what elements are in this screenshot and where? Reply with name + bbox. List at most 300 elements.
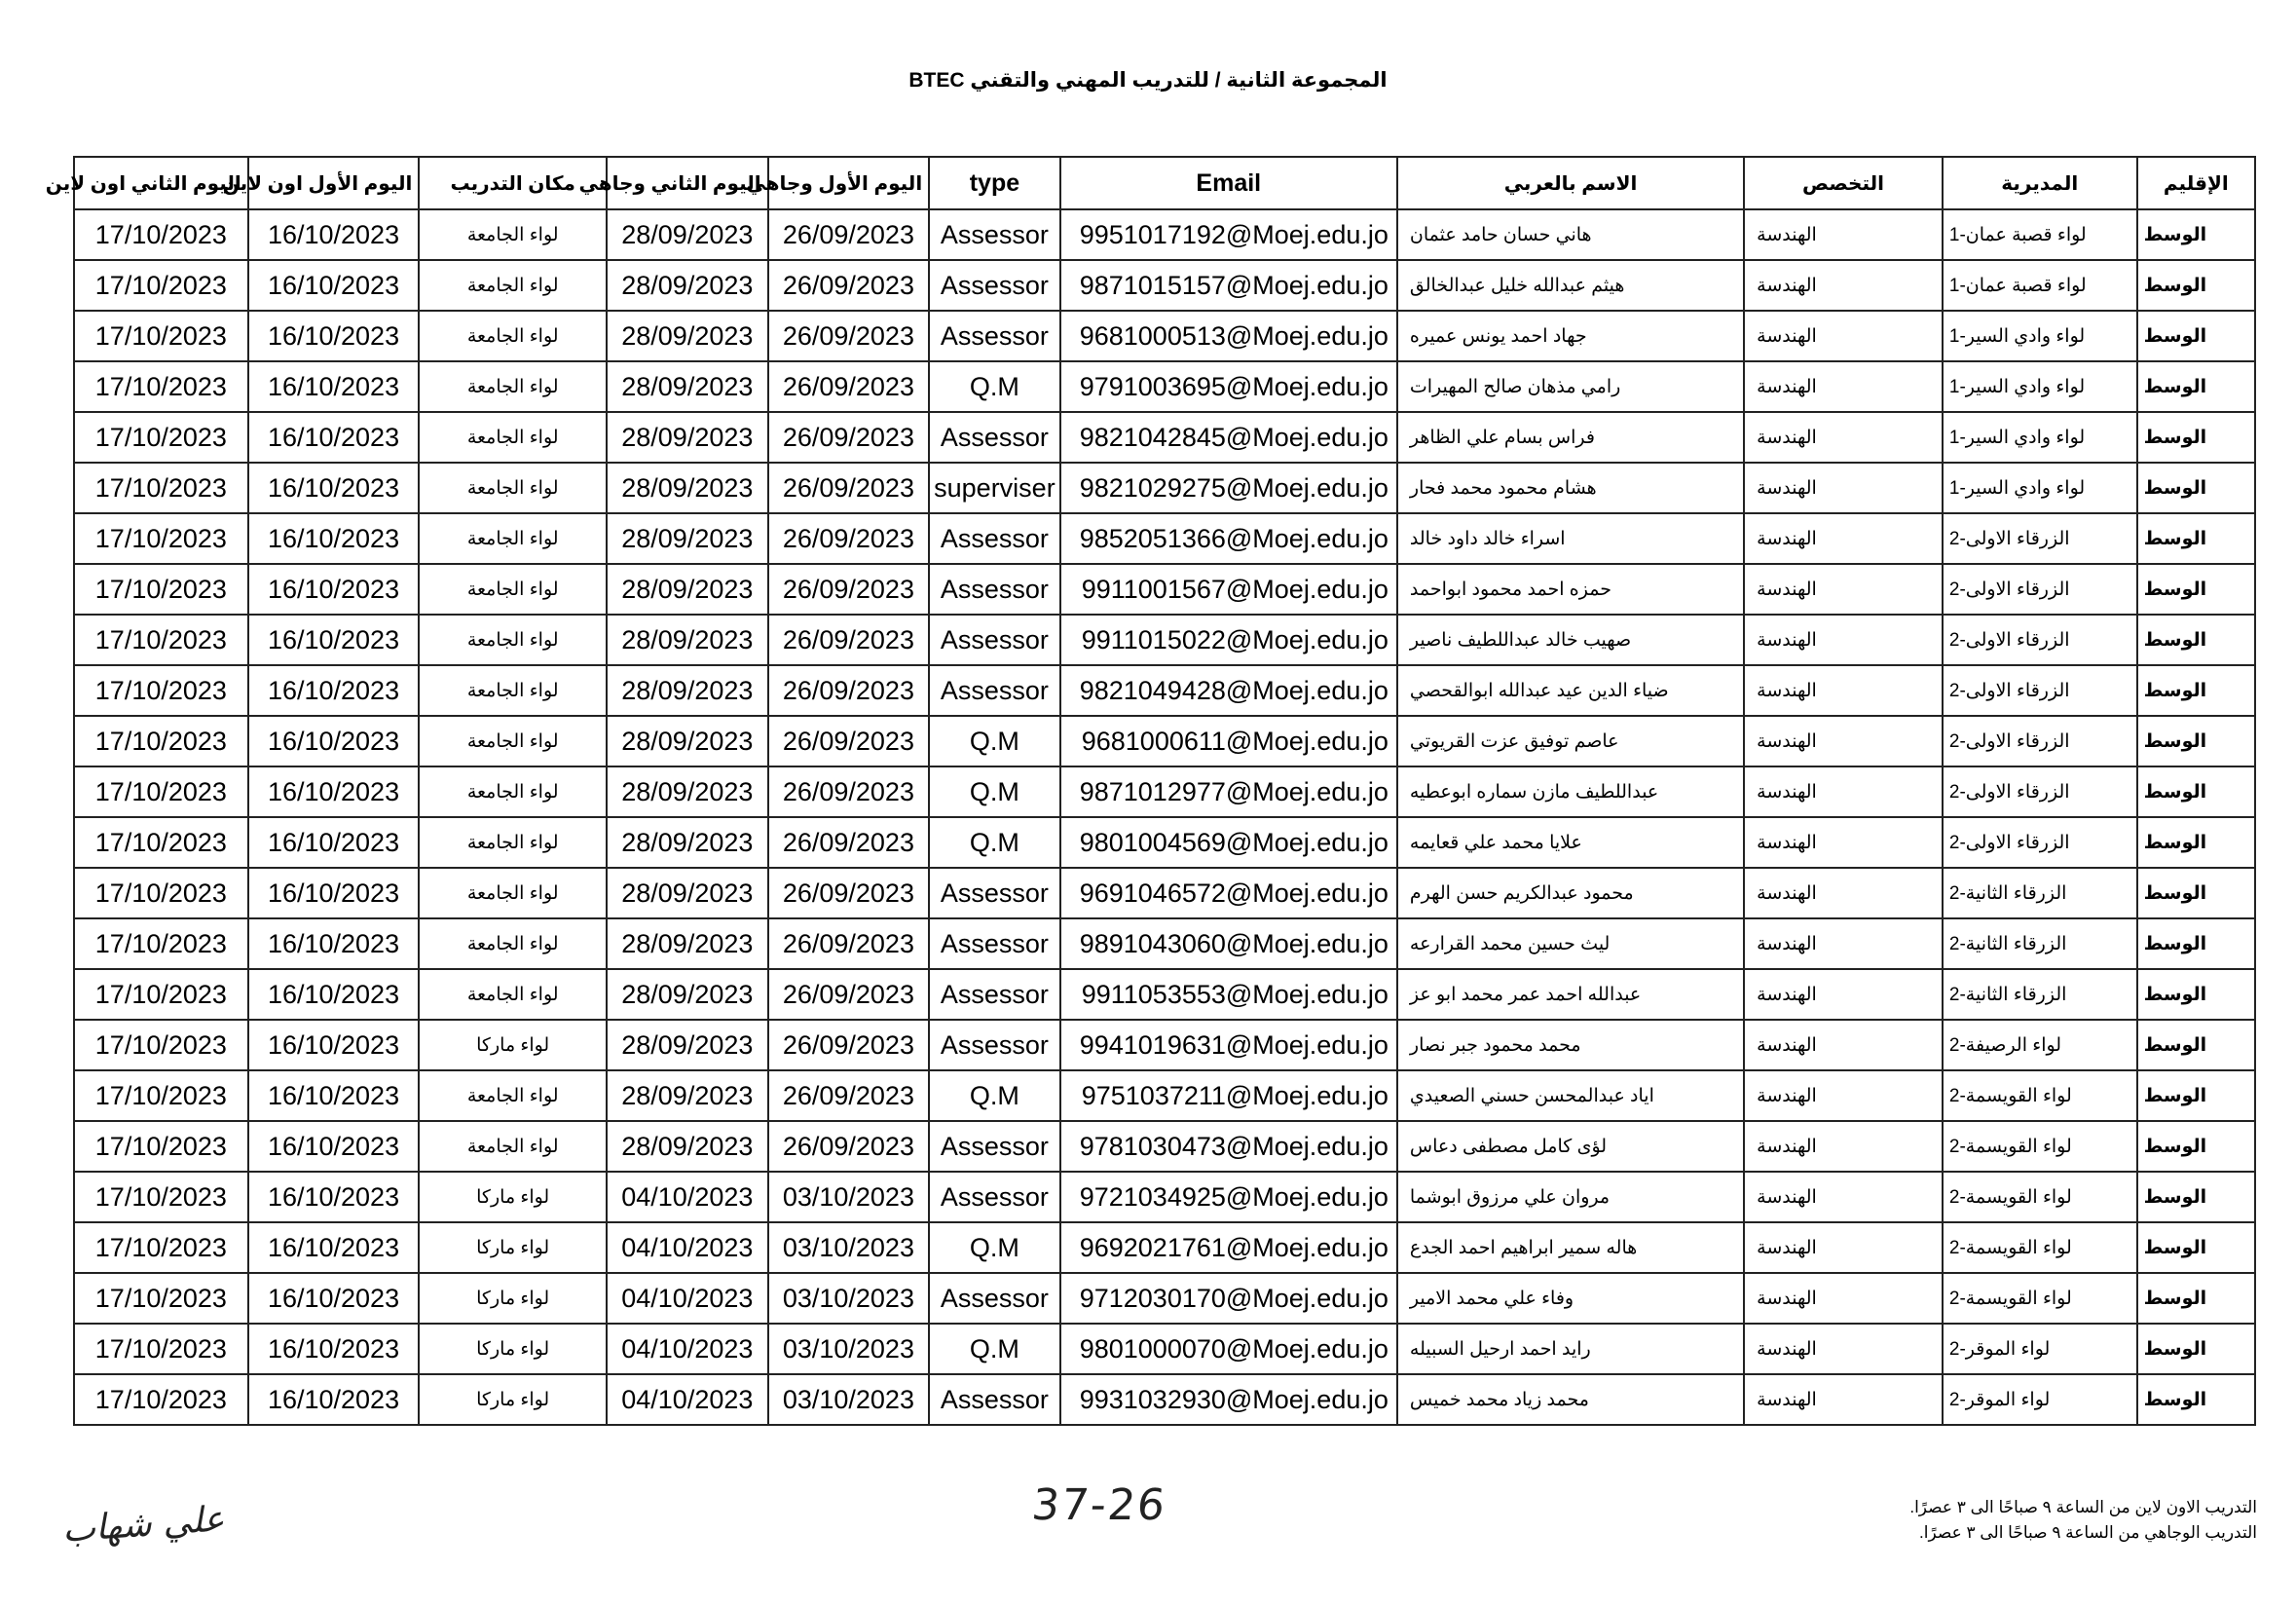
table-row	[74, 868, 2255, 918]
table-row	[74, 209, 2255, 260]
cell-name: صهيب خالد عبداللطيف ناصير	[1397, 615, 1744, 665]
cell-email: 9821049428@Moej.edu.jo	[1060, 665, 1397, 716]
table-row	[74, 1374, 2255, 1425]
document-title: المجموعة الثانية / للتدريب المهني والتقني BTEC	[908, 69, 1388, 92]
cell-type: Assessor	[929, 615, 1059, 665]
cell-place: لواء الجامعة	[419, 969, 607, 1020]
cell-specialty: الهندسة	[1744, 817, 1943, 868]
cell-type: Q.M	[929, 1070, 1059, 1121]
cell-type: Assessor	[929, 564, 1059, 615]
cell-day1-f2f: 26/09/2023	[768, 817, 930, 868]
cell-place: لواء ماركا	[419, 1020, 607, 1070]
cell-specialty: الهندسة	[1744, 665, 1943, 716]
table-row	[74, 361, 2255, 412]
cell-day2-f2f: 28/09/2023	[607, 918, 768, 969]
cell-day2-online: 17/10/2023	[74, 665, 248, 716]
cell-day1-f2f: 26/09/2023	[768, 918, 930, 969]
cell-day2-f2f: 28/09/2023	[607, 817, 768, 868]
table-row	[74, 1020, 2255, 1070]
cell-place: لواء الجامعة	[419, 1121, 607, 1172]
cell-day2-online: 17/10/2023	[74, 1374, 248, 1425]
cell-name: محمود عبدالكريم حسن الهرم	[1397, 868, 1744, 918]
cell-email: 9692021761@Moej.edu.jo	[1060, 1222, 1397, 1273]
cell-specialty: الهندسة	[1744, 209, 1943, 260]
cell-type: Assessor	[929, 260, 1059, 311]
cell-specialty: الهندسة	[1744, 1070, 1943, 1121]
cell-directorate: لواء وادي السير-1	[1943, 412, 2137, 463]
cell-day2-f2f: 04/10/2023	[607, 1374, 768, 1425]
cell-type: Assessor	[929, 513, 1059, 564]
cell-day1-f2f: 26/09/2023	[768, 311, 930, 361]
cell-name: رامي مذهان صالح المهيرات	[1397, 361, 1744, 412]
cell-directorate: الزرقاء الثانية-2	[1943, 918, 2137, 969]
cell-specialty: الهندسة	[1744, 969, 1943, 1020]
cell-directorate: لواء القويسمة-2	[1943, 1121, 2137, 1172]
cell-place: لواء الجامعة	[419, 513, 607, 564]
cell-name: هشام محمود محمد فحار	[1397, 463, 1744, 513]
cell-place: لواء الجامعة	[419, 665, 607, 716]
header-day2-f2f: اليوم الثاني وجاهي	[607, 157, 768, 209]
table-row	[74, 1222, 2255, 1273]
cell-place: لواء الجامعة	[419, 361, 607, 412]
cell-day2-online: 17/10/2023	[74, 1222, 248, 1273]
cell-place: لواء الجامعة	[419, 260, 607, 311]
cell-directorate: الزرقاء الاولى-2	[1943, 513, 2137, 564]
cell-name: وفاء علي محمد الامير	[1397, 1273, 1744, 1324]
cell-type: Assessor	[929, 1020, 1059, 1070]
cell-day1-online: 16/10/2023	[248, 665, 420, 716]
cell-specialty: الهندسة	[1744, 260, 1943, 311]
cell-directorate: الزرقاء الثانية-2	[1943, 868, 2137, 918]
cell-directorate: لواء وادي السير-1	[1943, 463, 2137, 513]
cell-day2-f2f: 28/09/2023	[607, 716, 768, 766]
cell-specialty: الهندسة	[1744, 311, 1943, 361]
cell-day2-f2f: 28/09/2023	[607, 1020, 768, 1070]
cell-name: عاصم توفيق عزت القريوتي	[1397, 716, 1744, 766]
table-row	[74, 665, 2255, 716]
cell-type: Assessor	[929, 311, 1059, 361]
cell-day2-f2f: 28/09/2023	[607, 969, 768, 1020]
cell-day2-f2f: 04/10/2023	[607, 1324, 768, 1374]
header-row	[74, 157, 2255, 209]
cell-type: Q.M	[929, 1324, 1059, 1374]
cell-day1-online: 16/10/2023	[248, 766, 420, 817]
cell-place: لواء ماركا	[419, 1324, 607, 1374]
table-row	[74, 260, 2255, 311]
cell-specialty: الهندسة	[1744, 1374, 1943, 1425]
cell-day1-f2f: 26/09/2023	[768, 564, 930, 615]
cell-day1-online: 16/10/2023	[248, 817, 420, 868]
cell-name: علايا محمد علي قعايمه	[1397, 817, 1744, 868]
header-specialty: التخصص	[1744, 157, 1943, 209]
cell-place: لواء الجامعة	[419, 412, 607, 463]
table-row	[74, 969, 2255, 1020]
cell-day1-online: 16/10/2023	[248, 361, 420, 412]
cell-email: 9712030170@Moej.edu.jo	[1060, 1273, 1397, 1324]
cell-specialty: الهندسة	[1744, 1020, 1943, 1070]
note-online-hours: التدريب الاون لاين من الساعة ٩ صباحًا الى ٣ عصرًا.	[1909, 1498, 2257, 1516]
cell-directorate: لواء القويسمة-2	[1943, 1172, 2137, 1222]
cell-day2-f2f: 28/09/2023	[607, 615, 768, 665]
cell-day2-f2f: 28/09/2023	[607, 361, 768, 412]
cell-day1-online: 16/10/2023	[248, 463, 420, 513]
cell-email: 9911015022@Moej.edu.jo	[1060, 615, 1397, 665]
roster-table	[45, 156, 2256, 1426]
cell-specialty: الهندسة	[1744, 1121, 1943, 1172]
cell-day1-f2f: 26/09/2023	[768, 1070, 930, 1121]
cell-directorate: لواء قصبة عمان-1	[1943, 209, 2137, 260]
cell-day1-f2f: 26/09/2023	[768, 868, 930, 918]
cell-day2-f2f: 28/09/2023	[607, 1121, 768, 1172]
cell-email: 9852051366@Moej.edu.jo	[1060, 513, 1397, 564]
cell-name: هيثم عبدالله خليل عبدالخالق	[1397, 260, 1744, 311]
cell-directorate: لواء الموقر-2	[1943, 1324, 2137, 1374]
cell-name: جهاد احمد يونس عميره	[1397, 311, 1744, 361]
cell-specialty: الهندسة	[1744, 412, 1943, 463]
cell-day1-f2f: 26/09/2023	[768, 716, 930, 766]
cell-directorate: الزرقاء الاولى-2	[1943, 615, 2137, 665]
cell-type: Assessor	[929, 868, 1059, 918]
cell-day1-f2f: 26/09/2023	[768, 209, 930, 260]
footer-notes	[1909, 1495, 2257, 1546]
cell-type: Q.M	[929, 716, 1059, 766]
handwritten-signature: علي شهاب	[60, 1499, 226, 1551]
cell-day2-online: 17/10/2023	[74, 918, 248, 969]
cell-day2-f2f: 28/09/2023	[607, 260, 768, 311]
cell-day2-online: 17/10/2023	[74, 1324, 248, 1374]
cell-day1-online: 16/10/2023	[248, 1222, 420, 1273]
cell-place: لواء ماركا	[419, 1172, 607, 1222]
cell-day2-f2f: 28/09/2023	[607, 513, 768, 564]
cell-name: مروان علي مرزوق ابوشما	[1397, 1172, 1744, 1222]
cell-type: Assessor	[929, 209, 1059, 260]
cell-region: الوسط	[2137, 1070, 2255, 1121]
cell-place: لواء ماركا	[419, 1273, 607, 1324]
table-row	[74, 1172, 2255, 1222]
cell-region: الوسط	[2137, 412, 2255, 463]
cell-place: لواء الجامعة	[419, 868, 607, 918]
cell-specialty: الهندسة	[1744, 868, 1943, 918]
cell-day2-f2f: 04/10/2023	[607, 1222, 768, 1273]
cell-specialty: الهندسة	[1744, 1324, 1943, 1374]
cell-region: الوسط	[2137, 209, 2255, 260]
table-row	[74, 1324, 2255, 1374]
cell-place: لواء الجامعة	[419, 1070, 607, 1121]
cell-day1-f2f: 03/10/2023	[768, 1374, 930, 1425]
cell-day1-online: 16/10/2023	[248, 311, 420, 361]
cell-email: 9871015157@Moej.edu.jo	[1060, 260, 1397, 311]
cell-specialty: الهندسة	[1744, 716, 1943, 766]
cell-day2-f2f: 28/09/2023	[607, 564, 768, 615]
header-directorate: المديرية	[1943, 157, 2137, 209]
table-row	[74, 1121, 2255, 1172]
cell-day2-online: 17/10/2023	[74, 1121, 248, 1172]
cell-day2-online: 17/10/2023	[74, 463, 248, 513]
cell-day2-online: 17/10/2023	[74, 412, 248, 463]
cell-email: 9801000070@Moej.edu.jo	[1060, 1324, 1397, 1374]
cell-name: محمد زياد محمد خميس	[1397, 1374, 1744, 1425]
cell-email: 9891043060@Moej.edu.jo	[1060, 918, 1397, 969]
cell-day2-online: 17/10/2023	[74, 615, 248, 665]
cell-email: 9931032930@Moej.edu.jo	[1060, 1374, 1397, 1425]
cell-name: اياد عبدالمحسن حسني الصعيدي	[1397, 1070, 1744, 1121]
cell-specialty: الهندسة	[1744, 1172, 1943, 1222]
header-type: type	[929, 157, 1059, 209]
cell-specialty: الهندسة	[1744, 564, 1943, 615]
cell-directorate: لواء الرصيفة-2	[1943, 1020, 2137, 1070]
cell-day1-f2f: 26/09/2023	[768, 766, 930, 817]
cell-directorate: لواء الموقر-2	[1943, 1374, 2137, 1425]
cell-name: محمد محمود جبر نصار	[1397, 1020, 1744, 1070]
cell-name: ضياء الدين عيد عبدالله ابوالقحصي	[1397, 665, 1744, 716]
cell-place: لواء الجامعة	[419, 615, 607, 665]
cell-email: 9871012977@Moej.edu.jo	[1060, 766, 1397, 817]
cell-place: لواء الجامعة	[419, 209, 607, 260]
cell-region: الوسط	[2137, 969, 2255, 1020]
cell-day1-online: 16/10/2023	[248, 1070, 420, 1121]
cell-day1-online: 16/10/2023	[248, 1374, 420, 1425]
cell-directorate: لواء قصبة عمان-1	[1943, 260, 2137, 311]
cell-day2-online: 17/10/2023	[74, 311, 248, 361]
cell-directorate: لواء القويسمة-2	[1943, 1273, 2137, 1324]
cell-region: الوسط	[2137, 1020, 2255, 1070]
cell-place: لواء الجامعة	[419, 716, 607, 766]
cell-day1-online: 16/10/2023	[248, 412, 420, 463]
cell-email: 9691046572@Moej.edu.jo	[1060, 868, 1397, 918]
cell-day2-online: 17/10/2023	[74, 817, 248, 868]
cell-specialty: الهندسة	[1744, 918, 1943, 969]
cell-day1-f2f: 26/09/2023	[768, 463, 930, 513]
cell-email: 9911001567@Moej.edu.jo	[1060, 564, 1397, 615]
cell-directorate: لواء وادي السير-1	[1943, 361, 2137, 412]
cell-place: لواء الجامعة	[419, 918, 607, 969]
table-row	[74, 564, 2255, 615]
cell-day1-f2f: 03/10/2023	[768, 1273, 930, 1324]
cell-email: 9681000611@Moej.edu.jo	[1060, 716, 1397, 766]
cell-day2-f2f: 28/09/2023	[607, 311, 768, 361]
cell-region: الوسط	[2137, 817, 2255, 868]
cell-name: عبدالله احمد عمر محمد ابو عز	[1397, 969, 1744, 1020]
cell-type: Assessor	[929, 665, 1059, 716]
table-row	[74, 311, 2255, 361]
cell-region: الوسط	[2137, 766, 2255, 817]
table-row	[74, 615, 2255, 665]
cell-place: لواء الجامعة	[419, 817, 607, 868]
header-place: مكان التدريب	[419, 157, 607, 209]
cell-day1-f2f: 26/09/2023	[768, 1121, 930, 1172]
cell-name: اسراء خالد داود خالد	[1397, 513, 1744, 564]
cell-place: لواء الجامعة	[419, 564, 607, 615]
cell-day1-online: 16/10/2023	[248, 868, 420, 918]
cell-place: لواء الجامعة	[419, 766, 607, 817]
cell-day2-online: 17/10/2023	[74, 260, 248, 311]
cell-day2-online: 17/10/2023	[74, 1020, 248, 1070]
cell-directorate: الزرقاء الاولى-2	[1943, 716, 2137, 766]
cell-day1-f2f: 03/10/2023	[768, 1172, 930, 1222]
cell-day1-f2f: 03/10/2023	[768, 1324, 930, 1374]
cell-day1-online: 16/10/2023	[248, 1020, 420, 1070]
cell-directorate: الزرقاء الاولى-2	[1943, 817, 2137, 868]
cell-day2-online: 17/10/2023	[74, 716, 248, 766]
cell-type: Assessor	[929, 1121, 1059, 1172]
cell-day1-f2f: 26/09/2023	[768, 260, 930, 311]
cell-day2-online: 17/10/2023	[74, 209, 248, 260]
cell-type: Q.M	[929, 361, 1059, 412]
cell-day2-f2f: 04/10/2023	[607, 1273, 768, 1324]
header-email: Email	[1060, 157, 1397, 209]
cell-type: Assessor	[929, 1273, 1059, 1324]
cell-day2-online: 17/10/2023	[74, 361, 248, 412]
cell-directorate: الزرقاء الاولى-2	[1943, 766, 2137, 817]
cell-region: الوسط	[2137, 918, 2255, 969]
cell-name: عبداللطيف مازن سماره ابوعطيه	[1397, 766, 1744, 817]
cell-day1-online: 16/10/2023	[248, 1172, 420, 1222]
cell-directorate: الزرقاء الثانية-2	[1943, 969, 2137, 1020]
cell-day1-f2f: 26/09/2023	[768, 1020, 930, 1070]
cell-day1-f2f: 26/09/2023	[768, 513, 930, 564]
table-row	[74, 463, 2255, 513]
cell-region: الوسط	[2137, 463, 2255, 513]
page-number: 37-26	[1029, 1480, 1169, 1530]
cell-name: لؤى كامل مصطفى دعاس	[1397, 1121, 1744, 1172]
cell-region: الوسط	[2137, 1172, 2255, 1222]
cell-type: Assessor	[929, 969, 1059, 1020]
table-row	[74, 766, 2255, 817]
cell-day1-f2f: 26/09/2023	[768, 361, 930, 412]
cell-day1-online: 16/10/2023	[248, 1324, 420, 1374]
cell-email: 9911053553@Moej.edu.jo	[1060, 969, 1397, 1020]
cell-day1-f2f: 26/09/2023	[768, 615, 930, 665]
cell-region: الوسط	[2137, 361, 2255, 412]
cell-region: الوسط	[2137, 513, 2255, 564]
cell-day1-f2f: 26/09/2023	[768, 969, 930, 1020]
cell-specialty: الهندسة	[1744, 361, 1943, 412]
table-row	[74, 1273, 2255, 1324]
cell-region: الوسط	[2137, 1374, 2255, 1425]
table-row	[74, 412, 2255, 463]
cell-region: الوسط	[2137, 665, 2255, 716]
cell-day2-online: 17/10/2023	[74, 564, 248, 615]
table-row	[74, 1070, 2255, 1121]
cell-email: 9781030473@Moej.edu.jo	[1060, 1121, 1397, 1172]
cell-region: الوسط	[2137, 1222, 2255, 1273]
cell-day1-f2f: 26/09/2023	[768, 412, 930, 463]
cell-specialty: الهندسة	[1744, 513, 1943, 564]
cell-region: الوسط	[2137, 716, 2255, 766]
cell-day1-online: 16/10/2023	[248, 716, 420, 766]
cell-specialty: الهندسة	[1744, 615, 1943, 665]
table-row	[74, 716, 2255, 766]
cell-day1-online: 16/10/2023	[248, 615, 420, 665]
note-f2f-hours: التدريب الوجاهي من الساعة ٩ صباحًا الى ٣ عصرًا.	[1919, 1523, 2257, 1542]
cell-day2-online: 17/10/2023	[74, 1172, 248, 1222]
header-region: الإقليم	[2137, 157, 2255, 209]
cell-email: 9681000513@Moej.edu.jo	[1060, 311, 1397, 361]
cell-day1-online: 16/10/2023	[248, 564, 420, 615]
cell-email: 9801004569@Moej.edu.jo	[1060, 817, 1397, 868]
cell-specialty: الهندسة	[1744, 463, 1943, 513]
cell-day2-f2f: 04/10/2023	[607, 1172, 768, 1222]
cell-day2-online: 17/10/2023	[74, 1273, 248, 1324]
header-day1-f2f: اليوم الأول وجاهي	[768, 157, 930, 209]
cell-type: Assessor	[929, 918, 1059, 969]
cell-region: الوسط	[2137, 1273, 2255, 1324]
header-day2-online: اليوم الثاني اون لاين	[74, 157, 248, 209]
cell-type: Q.M	[929, 1222, 1059, 1273]
cell-email: 9821029275@Moej.edu.jo	[1060, 463, 1397, 513]
cell-specialty: الهندسة	[1744, 1222, 1943, 1273]
cell-type: Assessor	[929, 1374, 1059, 1425]
cell-name: هاله سمير ابراهيم احمد الجدع	[1397, 1222, 1744, 1273]
cell-day2-f2f: 28/09/2023	[607, 665, 768, 716]
cell-day1-f2f: 03/10/2023	[768, 1222, 930, 1273]
cell-day2-f2f: 28/09/2023	[607, 209, 768, 260]
cell-day1-online: 16/10/2023	[248, 513, 420, 564]
cell-place: لواء الجامعة	[419, 311, 607, 361]
cell-email: 9951017192@Moej.edu.jo	[1060, 209, 1397, 260]
cell-day1-online: 16/10/2023	[248, 918, 420, 969]
header-day1-online: اليوم الأول اون لاين	[248, 157, 420, 209]
cell-region: الوسط	[2137, 615, 2255, 665]
cell-email: 9941019631@Moej.edu.jo	[1060, 1020, 1397, 1070]
cell-name: ليث حسين محمد القرارعه	[1397, 918, 1744, 969]
cell-type: Q.M	[929, 766, 1059, 817]
cell-day1-f2f: 26/09/2023	[768, 665, 930, 716]
cell-type: Assessor	[929, 412, 1059, 463]
cell-day2-f2f: 28/09/2023	[607, 463, 768, 513]
cell-place: لواء الجامعة	[419, 463, 607, 513]
cell-region: الوسط	[2137, 868, 2255, 918]
cell-name: فراس بسام علي الظاهر	[1397, 412, 1744, 463]
cell-day1-online: 16/10/2023	[248, 969, 420, 1020]
cell-region: الوسط	[2137, 1121, 2255, 1172]
table-row	[74, 513, 2255, 564]
cell-type: Q.M	[929, 817, 1059, 868]
cell-day2-online: 17/10/2023	[74, 513, 248, 564]
roster-body	[74, 209, 2255, 1425]
cell-specialty: الهندسة	[1744, 766, 1943, 817]
cell-day2-online: 17/10/2023	[74, 766, 248, 817]
cell-email: 9791003695@Moej.edu.jo	[1060, 361, 1397, 412]
cell-place: لواء ماركا	[419, 1222, 607, 1273]
cell-day2-f2f: 28/09/2023	[607, 1070, 768, 1121]
cell-type: Assessor	[929, 1172, 1059, 1222]
cell-day2-f2f: 28/09/2023	[607, 766, 768, 817]
cell-day2-online: 17/10/2023	[74, 868, 248, 918]
table-row	[74, 918, 2255, 969]
cell-email: 9751037211@Moej.edu.jo	[1060, 1070, 1397, 1121]
cell-email: 9821042845@Moej.edu.jo	[1060, 412, 1397, 463]
cell-directorate: لواء وادي السير-1	[1943, 311, 2137, 361]
cell-email: 9721034925@Moej.edu.jo	[1060, 1172, 1397, 1222]
cell-directorate: لواء القويسمة-2	[1943, 1070, 2137, 1121]
cell-day2-f2f: 28/09/2023	[607, 412, 768, 463]
cell-directorate: الزرقاء الاولى-2	[1943, 564, 2137, 615]
cell-place: لواء ماركا	[419, 1374, 607, 1425]
cell-day2-f2f: 28/09/2023	[607, 868, 768, 918]
cell-day1-online: 16/10/2023	[248, 209, 420, 260]
cell-name: هاني حسان حامد عثمان	[1397, 209, 1744, 260]
cell-region: الوسط	[2137, 260, 2255, 311]
cell-region: الوسط	[2137, 564, 2255, 615]
cell-name: رايد احمد ارحيل السبيله	[1397, 1324, 1744, 1374]
cell-name: حمزه احمد محمود ابواحمد	[1397, 564, 1744, 615]
cell-day2-online: 17/10/2023	[74, 969, 248, 1020]
cell-region: الوسط	[2137, 311, 2255, 361]
cell-day2-online: 17/10/2023	[74, 1070, 248, 1121]
header-name: الاسم بالعربي	[1397, 157, 1744, 209]
cell-directorate: لواء القويسمة-2	[1943, 1222, 2137, 1273]
